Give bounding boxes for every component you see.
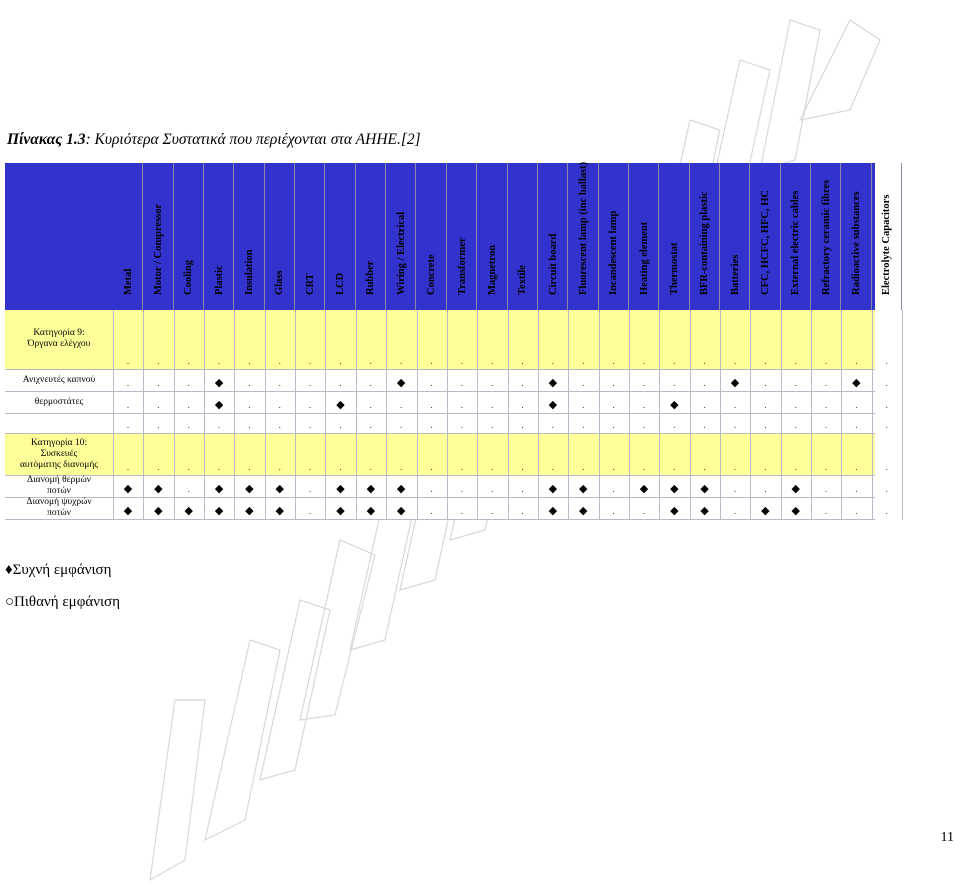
empty-mark: . xyxy=(521,506,524,516)
empty-mark: . xyxy=(278,378,281,388)
empty-mark: . xyxy=(308,462,312,472)
column-header xyxy=(265,163,295,310)
diamond-mark: ◆ xyxy=(214,399,224,411)
column-divider xyxy=(204,310,205,520)
empty-mark: . xyxy=(885,378,888,388)
diamond-mark: ◆ xyxy=(639,483,649,495)
row-label: θερμοστάτες xyxy=(34,396,84,407)
column-header xyxy=(568,163,598,310)
column-header xyxy=(386,163,416,310)
empty-mark: . xyxy=(642,400,646,410)
empty-mark: . xyxy=(733,484,737,494)
diamond-mark: ◆ xyxy=(730,377,740,389)
empty-mark: . xyxy=(703,462,706,472)
empty-mark: . xyxy=(491,378,494,388)
empty-mark: . xyxy=(400,400,403,410)
column-header xyxy=(234,163,264,310)
column-header-label: Refractory ceramic fibres xyxy=(820,179,832,295)
empty-mark: . xyxy=(885,420,888,430)
empty-mark: . xyxy=(521,400,524,410)
empty-mark: . xyxy=(733,462,737,472)
empty-mark: . xyxy=(824,506,828,516)
empty-mark: . xyxy=(248,462,251,472)
diamond-mark: ◆ xyxy=(245,483,254,495)
empty-mark: . xyxy=(248,400,251,410)
empty-mark: . xyxy=(339,462,342,472)
empty-mark: . xyxy=(764,378,767,388)
column-header-label: Glass xyxy=(274,270,286,295)
empty-mark: . xyxy=(824,378,828,388)
empty-mark: . xyxy=(460,356,463,366)
column-divider xyxy=(902,310,903,520)
empty-mark: . xyxy=(187,420,190,430)
empty-mark: . xyxy=(521,420,524,430)
empty-mark: . xyxy=(733,356,737,366)
column-header xyxy=(143,163,173,310)
diamond-mark: ◆ xyxy=(184,505,193,517)
column-divider xyxy=(659,310,660,520)
empty-mark: . xyxy=(369,378,372,388)
empty-mark: . xyxy=(430,378,433,388)
empty-mark: . xyxy=(733,420,737,430)
empty-mark: . xyxy=(339,356,342,366)
column-divider xyxy=(234,310,235,520)
empty-mark: . xyxy=(794,356,797,366)
empty-mark: . xyxy=(460,462,463,472)
empty-mark: . xyxy=(824,462,828,472)
empty-mark: . xyxy=(400,356,403,366)
empty-mark: . xyxy=(794,400,797,410)
column-header-label: Electrolyte Capacitors xyxy=(881,194,893,295)
empty-mark: . xyxy=(308,378,312,388)
diamond-mark: ◆ xyxy=(366,483,376,495)
empty-mark: . xyxy=(460,400,463,410)
diamond-mark: ◆ xyxy=(548,399,558,411)
diamond-mark: ◆ xyxy=(579,483,588,495)
empty-mark: . xyxy=(339,378,342,388)
empty-mark: . xyxy=(733,506,737,516)
column-divider xyxy=(538,310,539,520)
diamond-mark: ◆ xyxy=(366,505,376,517)
empty-mark: . xyxy=(460,420,463,430)
column-divider xyxy=(174,310,175,520)
column-divider xyxy=(841,310,842,520)
column-header xyxy=(750,163,780,310)
empty-mark: . xyxy=(217,356,221,366)
empty-mark: . xyxy=(855,484,858,494)
empty-mark: . xyxy=(764,462,767,472)
empty-mark: . xyxy=(824,484,828,494)
column-header xyxy=(204,163,234,310)
empty-mark: . xyxy=(278,420,281,430)
column-divider xyxy=(629,310,630,520)
empty-mark: . xyxy=(733,400,737,410)
column-header-label: Radioactive substances xyxy=(851,191,863,295)
empty-mark: . xyxy=(855,462,858,472)
column-divider xyxy=(325,310,326,520)
diamond-mark: ◆ xyxy=(396,483,406,495)
empty-mark: . xyxy=(187,378,190,388)
empty-mark: . xyxy=(642,420,646,430)
empty-mark: . xyxy=(308,484,312,494)
column-header-label: Rubber xyxy=(365,260,377,295)
empty-mark: . xyxy=(642,506,646,516)
diamond-mark: ◆ xyxy=(123,483,133,495)
empty-mark: . xyxy=(491,420,494,430)
diamond-mark: ◆ xyxy=(336,483,345,495)
page-number: 11 xyxy=(940,830,954,845)
table-caption xyxy=(7,131,421,149)
column-divider xyxy=(295,310,296,520)
empty-mark: . xyxy=(521,462,524,472)
diamond-mark: ◆ xyxy=(670,505,679,517)
empty-mark: . xyxy=(885,484,888,494)
empty-mark: . xyxy=(764,484,767,494)
empty-mark: . xyxy=(248,420,251,430)
column-divider xyxy=(356,310,357,520)
column-header-label: Magnetron xyxy=(486,245,498,295)
column-header-label: Transformer xyxy=(456,237,468,295)
empty-mark: . xyxy=(308,356,312,366)
diamond-mark: ◆ xyxy=(154,505,163,517)
empty-mark: . xyxy=(794,420,797,430)
empty-mark: . xyxy=(582,356,585,366)
column-header xyxy=(113,163,143,310)
empty-mark: . xyxy=(612,356,615,366)
empty-mark: . xyxy=(794,462,797,472)
empty-mark: . xyxy=(885,400,888,410)
empty-mark: . xyxy=(400,420,403,430)
column-header-label: Concrete xyxy=(426,254,438,295)
diamond-mark: ◆ xyxy=(761,505,770,517)
column-header-label: Thermostat xyxy=(668,242,680,295)
empty-mark: . xyxy=(582,462,585,472)
column-divider xyxy=(508,310,509,520)
diamond-mark: ◆ xyxy=(579,505,588,517)
column-header-label: Textile xyxy=(517,265,529,295)
empty-mark: . xyxy=(824,400,828,410)
empty-mark: . xyxy=(400,462,403,472)
empty-mark: . xyxy=(521,356,524,366)
column-divider xyxy=(477,310,478,520)
column-header xyxy=(295,163,325,310)
column-header xyxy=(599,163,629,310)
column-header xyxy=(538,163,568,310)
empty-mark: . xyxy=(278,356,281,366)
empty-mark: . xyxy=(673,420,676,430)
column-divider xyxy=(690,310,691,520)
empty-mark: . xyxy=(126,378,130,388)
empty-mark: . xyxy=(460,484,463,494)
empty-mark: . xyxy=(308,506,312,516)
empty-mark: . xyxy=(369,400,372,410)
column-divider xyxy=(265,310,266,520)
empty-mark: . xyxy=(582,420,585,430)
empty-mark: . xyxy=(824,420,828,430)
diamond-mark: ◆ xyxy=(700,505,709,517)
empty-mark: . xyxy=(126,462,130,472)
column-header-label: Incandescent lamp xyxy=(608,210,620,295)
diamond-mark: ◆ xyxy=(548,377,558,389)
column-header xyxy=(629,163,659,310)
empty-mark: . xyxy=(885,356,888,366)
empty-mark: . xyxy=(339,420,342,430)
empty-mark: . xyxy=(855,506,858,516)
column-header xyxy=(781,163,811,310)
empty-mark: . xyxy=(612,420,615,430)
column-header xyxy=(841,163,871,310)
empty-mark: . xyxy=(885,506,888,516)
row-label: Διανομή ψυχρών ποτών xyxy=(26,497,92,518)
column-header-label: CFC, HCFC, HFC, HC xyxy=(760,190,772,295)
column-header xyxy=(690,163,720,310)
diamond-mark: ◆ xyxy=(275,505,284,517)
column-header xyxy=(174,163,204,310)
column-divider xyxy=(750,310,751,520)
column-header-label: Plastic xyxy=(213,265,225,295)
legend-possible: ○Πιθανή εμφάνιση xyxy=(5,594,120,610)
empty-mark: . xyxy=(430,420,433,430)
column-header-label: Metal xyxy=(122,268,134,295)
empty-mark: . xyxy=(551,356,555,366)
empty-mark: . xyxy=(521,484,524,494)
column-header xyxy=(811,163,841,310)
empty-mark: . xyxy=(551,420,555,430)
empty-mark: . xyxy=(491,400,494,410)
diamond-mark: ◆ xyxy=(548,483,558,495)
column-header xyxy=(477,163,507,310)
empty-mark: . xyxy=(521,378,524,388)
diamond-mark: ◆ xyxy=(670,399,679,411)
empty-mark: . xyxy=(642,462,646,472)
empty-mark: . xyxy=(673,356,676,366)
column-divider xyxy=(143,310,144,520)
column-header-label: CRT xyxy=(304,273,316,295)
diamond-mark: ◆ xyxy=(154,483,163,495)
diamond-mark: ◆ xyxy=(336,505,345,517)
column-header-label: Motor / Compressor xyxy=(153,203,165,295)
column-divider xyxy=(599,310,600,520)
column-divider xyxy=(568,310,569,520)
empty-mark: . xyxy=(369,356,372,366)
diamond-mark: ◆ xyxy=(852,377,861,389)
empty-mark: . xyxy=(278,462,281,472)
empty-mark: . xyxy=(187,484,190,494)
empty-mark: . xyxy=(764,400,767,410)
empty-mark: . xyxy=(612,462,615,472)
empty-mark: . xyxy=(248,356,251,366)
empty-mark: . xyxy=(491,484,494,494)
column-header xyxy=(325,163,355,310)
column-header xyxy=(417,163,447,310)
column-header xyxy=(447,163,477,310)
column-divider xyxy=(811,310,812,520)
column-header xyxy=(356,163,386,310)
empty-mark: . xyxy=(855,420,858,430)
empty-mark: . xyxy=(642,356,646,366)
caption-label: Πίνακας 1.3 xyxy=(7,131,86,148)
column-header-label: Fluorescent lamp (inc ballast) xyxy=(577,161,589,295)
empty-mark: . xyxy=(126,356,130,366)
diamond-mark: ◆ xyxy=(548,505,558,517)
empty-mark: . xyxy=(217,420,221,430)
empty-mark: . xyxy=(764,356,767,366)
empty-mark: . xyxy=(308,400,312,410)
empty-mark: . xyxy=(430,356,433,366)
column-header-label: BFR-containing plastic xyxy=(699,191,711,295)
empty-mark: . xyxy=(157,462,160,472)
row-label: Ανιχνευτές καπνού xyxy=(22,374,96,385)
legend-frequent: ♦Συχνή εμφάνιση xyxy=(5,562,112,578)
empty-mark: . xyxy=(612,484,615,494)
empty-mark: . xyxy=(703,420,706,430)
empty-mark: . xyxy=(612,400,615,410)
diamond-mark: ◆ xyxy=(214,377,224,389)
diamond-mark: ◆ xyxy=(791,505,800,517)
empty-mark: . xyxy=(764,420,767,430)
empty-mark: . xyxy=(157,420,160,430)
row-label: Κατηγορία 10: Συσκευές αυτόματης διανομής xyxy=(19,437,99,470)
empty-mark: . xyxy=(491,506,494,516)
column-header xyxy=(659,163,689,310)
column-header xyxy=(720,163,750,310)
empty-mark: . xyxy=(551,462,555,472)
empty-mark: . xyxy=(824,356,828,366)
column-divider xyxy=(386,310,387,520)
column-divider xyxy=(872,310,873,520)
components-table xyxy=(5,161,893,518)
empty-mark: . xyxy=(187,400,190,410)
empty-mark: . xyxy=(673,462,676,472)
diamond-mark: ◆ xyxy=(336,399,345,411)
column-header-label: Cooling xyxy=(183,259,195,295)
empty-mark: . xyxy=(855,400,858,410)
empty-mark: . xyxy=(673,378,676,388)
empty-mark: . xyxy=(612,506,615,516)
column-divider xyxy=(417,310,418,520)
empty-mark: . xyxy=(217,462,221,472)
empty-mark: . xyxy=(187,356,190,366)
diamond-mark: ◆ xyxy=(214,483,224,495)
empty-mark: . xyxy=(491,462,494,472)
column-header-label: Batteries xyxy=(729,254,741,295)
diamond-mark: ◆ xyxy=(123,505,133,517)
diamond-mark: ◆ xyxy=(700,483,709,495)
empty-mark: . xyxy=(369,462,372,472)
empty-mark: . xyxy=(885,462,888,472)
empty-mark: . xyxy=(642,378,646,388)
empty-mark: . xyxy=(491,356,494,366)
empty-mark: . xyxy=(157,356,160,366)
empty-mark: . xyxy=(126,400,130,410)
empty-mark: . xyxy=(248,378,251,388)
empty-mark: . xyxy=(430,462,433,472)
column-divider xyxy=(113,310,114,520)
empty-mark: . xyxy=(582,400,585,410)
diamond-mark: ◆ xyxy=(396,505,406,517)
empty-mark: . xyxy=(278,400,281,410)
empty-mark: . xyxy=(794,378,797,388)
empty-mark: . xyxy=(157,378,160,388)
column-header-label: LCD xyxy=(335,272,347,295)
diamond-mark: ◆ xyxy=(670,483,679,495)
empty-mark: . xyxy=(157,400,160,410)
column-divider xyxy=(447,310,448,520)
column-header-label: Circuit board xyxy=(547,233,559,295)
diamond-mark: ◆ xyxy=(275,483,284,495)
column-header xyxy=(508,163,538,310)
column-header-label: Insulation xyxy=(244,249,256,295)
column-divider xyxy=(781,310,782,520)
empty-mark: . xyxy=(855,356,858,366)
column-header-label: Wiring / Electrical xyxy=(395,211,407,295)
empty-mark: . xyxy=(430,400,433,410)
diamond-mark: ◆ xyxy=(791,483,800,495)
caption-text: : Κυριότερα Συστατικά που περιέχονται στα ΑΗΗΕ.[2] xyxy=(85,131,421,148)
empty-mark: . xyxy=(126,420,130,430)
empty-mark: . xyxy=(460,506,463,516)
empty-mark: . xyxy=(703,378,706,388)
empty-mark: . xyxy=(308,420,312,430)
diamond-mark: ◆ xyxy=(396,377,406,389)
row-divider xyxy=(5,519,875,520)
diamond-mark: ◆ xyxy=(245,505,254,517)
column-divider xyxy=(720,310,721,520)
empty-mark: . xyxy=(582,378,585,388)
empty-mark: . xyxy=(187,462,190,472)
empty-mark: . xyxy=(430,506,433,516)
empty-mark: . xyxy=(612,378,615,388)
empty-mark: . xyxy=(369,420,372,430)
column-header-label: External electric cables xyxy=(790,190,802,295)
row-label: Κατηγορία 9: Όργανα ελέγχου xyxy=(27,328,91,349)
column-header-label: Heating element xyxy=(638,221,650,295)
diamond-mark: ◆ xyxy=(214,505,224,517)
empty-mark: . xyxy=(703,356,706,366)
row-label: Διανομή θερμών ποτών xyxy=(26,475,92,496)
empty-mark: . xyxy=(703,400,706,410)
column-header xyxy=(872,163,902,310)
empty-mark: . xyxy=(430,484,433,494)
empty-mark: . xyxy=(460,378,463,388)
